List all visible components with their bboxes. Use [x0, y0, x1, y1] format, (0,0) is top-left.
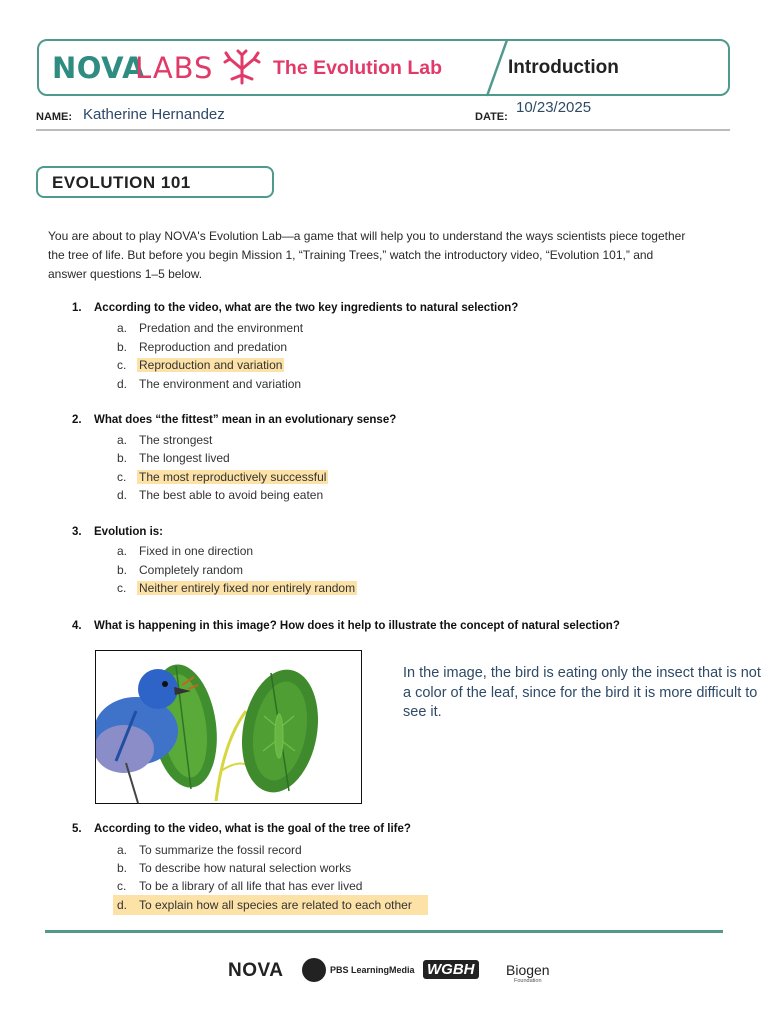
section-pill-title: EVOLUTION 101 — [52, 173, 191, 192]
date-field[interactable]: 10/23/2025 — [516, 99, 592, 116]
section-title: Introduction — [508, 57, 619, 78]
biogen-logo: Biogen — [506, 962, 550, 978]
option-2d[interactable]: d. The best able to avoid being eaten — [117, 488, 324, 502]
section-pill — [36, 166, 274, 198]
footer-logos — [180, 948, 580, 998]
option-1d[interactable]: d. The environment and variation — [117, 377, 302, 391]
name-field[interactable]: Katherine Hernandez — [83, 106, 225, 123]
question-1 — [72, 302, 518, 314]
option-3c-selected[interactable]: c. Neither entirely fixed nor entirely random — [117, 581, 356, 595]
option-2a[interactable]: a. The strongest — [117, 433, 213, 447]
question-text: What does “the fittest” mean in an evolutionary sense? — [94, 414, 397, 426]
option-3b[interactable]: b. Completely random — [117, 563, 244, 577]
wgbh-logo: WGBH — [423, 960, 479, 979]
option-5d-selected[interactable]: d. To explain how all species are related to each other — [117, 898, 412, 912]
question-2 — [72, 414, 396, 426]
question-number: 2. — [72, 414, 82, 426]
option-5a[interactable]: a. To summarize the fossil record — [117, 843, 302, 857]
biogen-foundation-label: Foundation — [514, 978, 542, 984]
question-text: According to the video, what is the goal of the tree of life? — [94, 823, 411, 835]
footer-rule — [45, 930, 723, 933]
tree-logo-icon — [222, 49, 262, 85]
question-number: 1. — [72, 302, 82, 314]
option-1b[interactable]: b. Reproduction and predation — [117, 340, 288, 354]
option-5c[interactable]: c. To be a library of all life that has ever lived — [117, 879, 363, 893]
answer-highlight: Reproduction and variation — [139, 358, 283, 372]
option-1c-selected[interactable]: c. Reproduction and variation — [117, 358, 283, 372]
bird-leaf-image — [95, 650, 362, 804]
name-label: NAME: — [36, 111, 73, 123]
question-4 — [72, 620, 620, 632]
question-text: What is happening in this image? How does it help to illustrate the concept of natural selection? — [94, 620, 620, 632]
bird-eating-insect-illustration — [96, 651, 362, 804]
question-5 — [72, 823, 411, 835]
question-number: 3. — [72, 526, 82, 538]
header-divider — [481, 38, 511, 98]
answer-highlight: Neither entirely fixed nor entirely random — [139, 581, 356, 595]
nova-logo: NOVA — [228, 960, 284, 981]
question-3 — [72, 526, 163, 538]
lab-header — [37, 39, 730, 96]
brand-labs-text: LABS — [135, 51, 214, 85]
option-1a[interactable]: a. Predation and the environment — [117, 321, 304, 335]
intro-paragraph: You are about to play NOVA's Evolution Lab—a game that will help you to understand the ways scientists piece together the tree of life. But before you begin Mission 1, “Training Trees,” watch the introductory video, “Evolution 101,” and answer questions 1–5 below. — [48, 229, 686, 281]
lab-title: The Evolution Lab — [273, 57, 442, 79]
pbs-learningmedia-logo: PBS LearningMedia — [330, 965, 415, 975]
option-3a[interactable]: a. Fixed in one direction — [117, 544, 254, 558]
question-number: 4. — [72, 620, 82, 632]
option-2c-selected[interactable]: c. The most reproductively successful — [117, 470, 327, 484]
option-5b[interactable]: b. To describe how natural selection works — [117, 861, 352, 875]
question-number: 5. — [72, 823, 82, 835]
date-label: DATE: — [475, 111, 508, 123]
question-text: Evolution is: — [94, 526, 163, 538]
name-underline — [36, 129, 730, 131]
answer-highlight: The most reproductively successful — [139, 470, 327, 484]
question-text: According to the video, what are the two key ingredients to natural selection? — [94, 302, 519, 314]
brand-nova-text: NOVA — [52, 51, 146, 85]
option-2b[interactable]: b. The longest lived — [117, 451, 230, 465]
pbs-logo-icon — [302, 958, 326, 982]
question-4-answer[interactable]: In the image, the bird is eating only the insect that is not a color of the leaf, since for the bird it is more difficult to see it. — [403, 665, 761, 720]
